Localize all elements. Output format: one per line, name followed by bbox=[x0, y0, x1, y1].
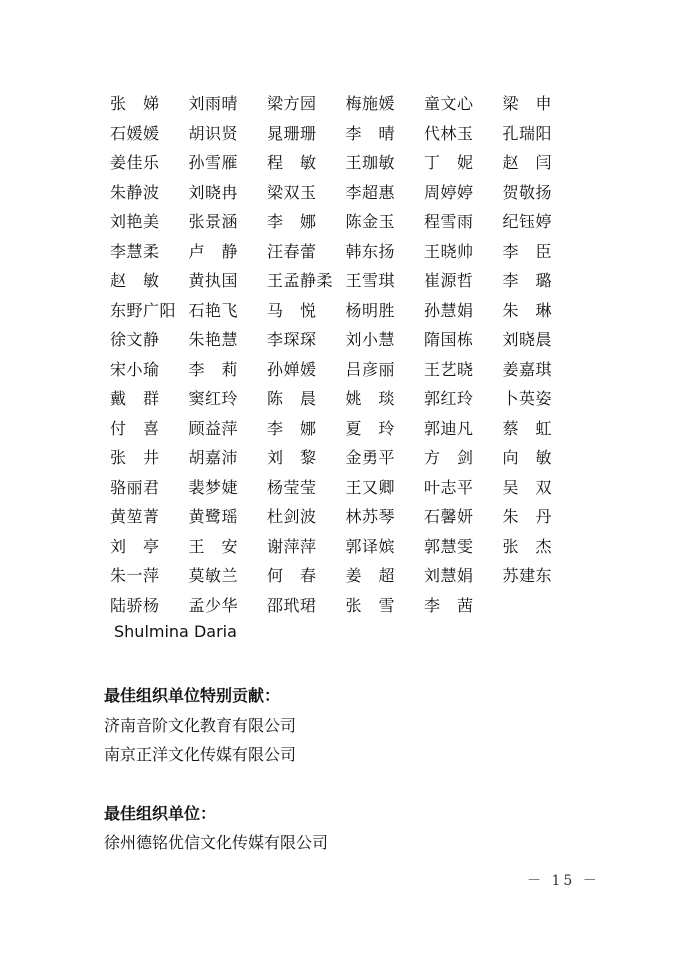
person-name: 杨明胜 bbox=[345, 300, 396, 320]
person-name: 程 敏 bbox=[267, 153, 317, 173]
person-name: 李琛琛 bbox=[267, 330, 317, 350]
person-name: 隋国栋 bbox=[424, 330, 474, 350]
person-name: 骆丽君 bbox=[110, 477, 160, 497]
person-name: 赵 敏 bbox=[110, 271, 160, 291]
person-name: 姜嘉琪 bbox=[502, 359, 553, 379]
person-name: 徐文静 bbox=[110, 330, 160, 350]
person-name: 顾益萍 bbox=[188, 418, 239, 438]
person-name: 郭迪凡 bbox=[424, 418, 474, 438]
person-name: 刘雨晴 bbox=[188, 94, 239, 114]
person-name: 石媛媛 bbox=[110, 123, 160, 143]
person-name: 马 悦 bbox=[267, 300, 317, 320]
person-name: 陈 晨 bbox=[267, 389, 317, 409]
person-name: 李 娜 bbox=[267, 212, 317, 232]
person-name: 李 璐 bbox=[502, 271, 553, 291]
person-name: 张 井 bbox=[110, 448, 160, 468]
person-name: 刘晓冉 bbox=[188, 182, 239, 202]
person-name: 黄执国 bbox=[188, 271, 239, 291]
person-name: 东野广阳 bbox=[110, 300, 177, 320]
person-name: 朱艳慧 bbox=[188, 330, 239, 350]
person-name: 韩东扬 bbox=[345, 241, 396, 261]
person-name: 金勇平 bbox=[345, 448, 396, 468]
person-name: 戴 群 bbox=[110, 389, 160, 409]
person-name: 朱 琳 bbox=[502, 300, 553, 320]
person-name: 童文心 bbox=[424, 94, 474, 114]
person-name: 裴梦婕 bbox=[188, 477, 239, 497]
person-name: 刘晓晨 bbox=[502, 330, 553, 350]
person-name: 陆骄杨 bbox=[110, 595, 160, 615]
person-name: 丁 妮 bbox=[424, 153, 474, 173]
person-name: 邵玳珺 bbox=[267, 595, 317, 615]
person-name: 孙雪雁 bbox=[188, 153, 239, 173]
person-name: 吴 双 bbox=[502, 477, 553, 497]
name-row bbox=[110, 118, 580, 148]
person-name: 朱 丹 bbox=[502, 507, 553, 527]
name-row bbox=[110, 147, 580, 177]
special-contribution-title: 最佳组织单位特别贡献： bbox=[104, 686, 281, 705]
name-row bbox=[110, 354, 580, 384]
person-name: 窦红玲 bbox=[188, 389, 239, 409]
person-name: 卢 静 bbox=[188, 241, 239, 261]
person-name: 李 娜 bbox=[267, 418, 317, 438]
person-name: 黄鹭瑶 bbox=[188, 507, 239, 527]
person-name: 宋小瑜 bbox=[110, 359, 160, 379]
person-name: 王又卿 bbox=[345, 477, 396, 497]
person-name: 孙慧娟 bbox=[424, 300, 474, 320]
name-row bbox=[110, 177, 580, 207]
person-name: 孟少华 bbox=[188, 595, 239, 615]
person-name: 杜剑波 bbox=[267, 507, 317, 527]
person-name: 卜英姿 bbox=[502, 389, 553, 409]
person-name: 李慧柔 bbox=[110, 241, 160, 261]
person-name: 李超惠 bbox=[345, 182, 396, 202]
name-row bbox=[110, 560, 580, 590]
person-name: 姜 超 bbox=[345, 566, 396, 586]
special-contribution-org: 济南音阶文化教育有限公司 bbox=[104, 716, 297, 735]
person-name: 周婷婷 bbox=[424, 182, 474, 202]
person-name: 代林玉 bbox=[424, 123, 474, 143]
person-name: 黄堃菁 bbox=[110, 507, 160, 527]
person-name: 刘慧娟 bbox=[424, 566, 474, 586]
person-name: 孔瑞阳 bbox=[502, 123, 553, 143]
person-name: 贺敬扬 bbox=[502, 182, 553, 202]
person-name: 向 敏 bbox=[502, 448, 553, 468]
person-name: 郭红玲 bbox=[424, 389, 474, 409]
person-name: 梁方园 bbox=[267, 94, 317, 114]
person-name: 朱一萍 bbox=[110, 566, 160, 586]
person-name: 姜佳乐 bbox=[110, 153, 160, 173]
name-row bbox=[110, 413, 580, 443]
person-name: 梁 申 bbox=[502, 94, 553, 114]
name-row bbox=[110, 442, 580, 472]
person-name: 叶志平 bbox=[424, 477, 474, 497]
person-name: 梅施媛 bbox=[345, 94, 396, 114]
person-name: 王雪琪 bbox=[345, 271, 396, 291]
person-name: 纪钰婷 bbox=[502, 212, 553, 232]
person-name: 谢萍萍 bbox=[267, 536, 317, 556]
person-name: 晁珊珊 bbox=[267, 123, 317, 143]
person-name: 苏建东 bbox=[502, 566, 553, 586]
name-row bbox=[110, 88, 580, 118]
person-name: 石馨妍 bbox=[424, 507, 474, 527]
person-name: 李 晴 bbox=[345, 123, 396, 143]
person-name: 陈金玉 bbox=[345, 212, 396, 232]
person-name: 林苏琴 bbox=[345, 507, 396, 527]
person-name: 梁双玉 bbox=[267, 182, 317, 202]
name-row bbox=[110, 265, 580, 295]
person-name: 吕彦丽 bbox=[345, 359, 396, 379]
person-name: 方 剑 bbox=[424, 448, 474, 468]
person-name: 王 安 bbox=[188, 536, 239, 556]
person-name: 王艺晓 bbox=[424, 359, 474, 379]
person-name: 王孟静柔 bbox=[267, 271, 334, 291]
person-name: 李 臣 bbox=[502, 241, 553, 261]
person-name: 王晓帅 bbox=[424, 241, 474, 261]
name-row bbox=[110, 590, 580, 620]
special-contribution-org: 南京正洋文化传媒有限公司 bbox=[104, 745, 297, 764]
person-name: 胡嘉沛 bbox=[188, 448, 239, 468]
person-name: 何 春 bbox=[267, 566, 317, 586]
person-name: 刘 亭 bbox=[110, 536, 160, 556]
person-name: 刘艳美 bbox=[110, 212, 160, 232]
person-name: 刘 黎 bbox=[267, 448, 317, 468]
person-name: 杨莹莹 bbox=[267, 477, 317, 497]
best-org-title: 最佳组织单位： bbox=[104, 804, 217, 823]
person-name: 汪春蕾 bbox=[267, 241, 317, 261]
person-name: 孙婵媛 bbox=[267, 359, 317, 379]
person-name: 程雪雨 bbox=[424, 212, 474, 232]
name-row bbox=[110, 472, 580, 502]
person-name: 李 莉 bbox=[188, 359, 239, 379]
person-name: 刘小慧 bbox=[345, 330, 396, 350]
person-name: 赵 闫 bbox=[502, 153, 553, 173]
person-name: 张景涵 bbox=[188, 212, 239, 232]
person-name: 张 娣 bbox=[110, 94, 160, 114]
person-name: 石艳飞 bbox=[188, 300, 239, 320]
person-name: 胡识贤 bbox=[188, 123, 239, 143]
name-row bbox=[110, 295, 580, 325]
person-name: 张 杰 bbox=[502, 536, 553, 556]
person-name: 张 雪 bbox=[345, 595, 396, 615]
name-row bbox=[110, 383, 580, 413]
name-row bbox=[110, 501, 580, 531]
person-name: 崔源哲 bbox=[424, 271, 474, 291]
person-name: 付 喜 bbox=[110, 418, 160, 438]
person-name: 朱静波 bbox=[110, 182, 160, 202]
person-name: 郭译嫔 bbox=[345, 536, 396, 556]
page-number: － 15 － bbox=[527, 873, 600, 889]
person-name: 李 茜 bbox=[424, 595, 474, 615]
name-row bbox=[110, 324, 580, 354]
person-name: 王珈敏 bbox=[345, 153, 396, 173]
name-row bbox=[110, 531, 580, 561]
foreign-name: Shulmina Daria bbox=[114, 622, 237, 641]
name-list bbox=[110, 88, 580, 619]
name-row bbox=[110, 206, 580, 236]
person-name: 夏 玲 bbox=[345, 418, 396, 438]
person-name: 郭慧雯 bbox=[424, 536, 474, 556]
name-row bbox=[110, 236, 580, 266]
person-name: 蔡 虹 bbox=[502, 418, 553, 438]
person-name: 莫敏兰 bbox=[188, 566, 239, 586]
best-org-item: 徐州德铭优信文化传媒有限公司 bbox=[104, 833, 329, 852]
person-name: 姚 琰 bbox=[345, 389, 396, 409]
